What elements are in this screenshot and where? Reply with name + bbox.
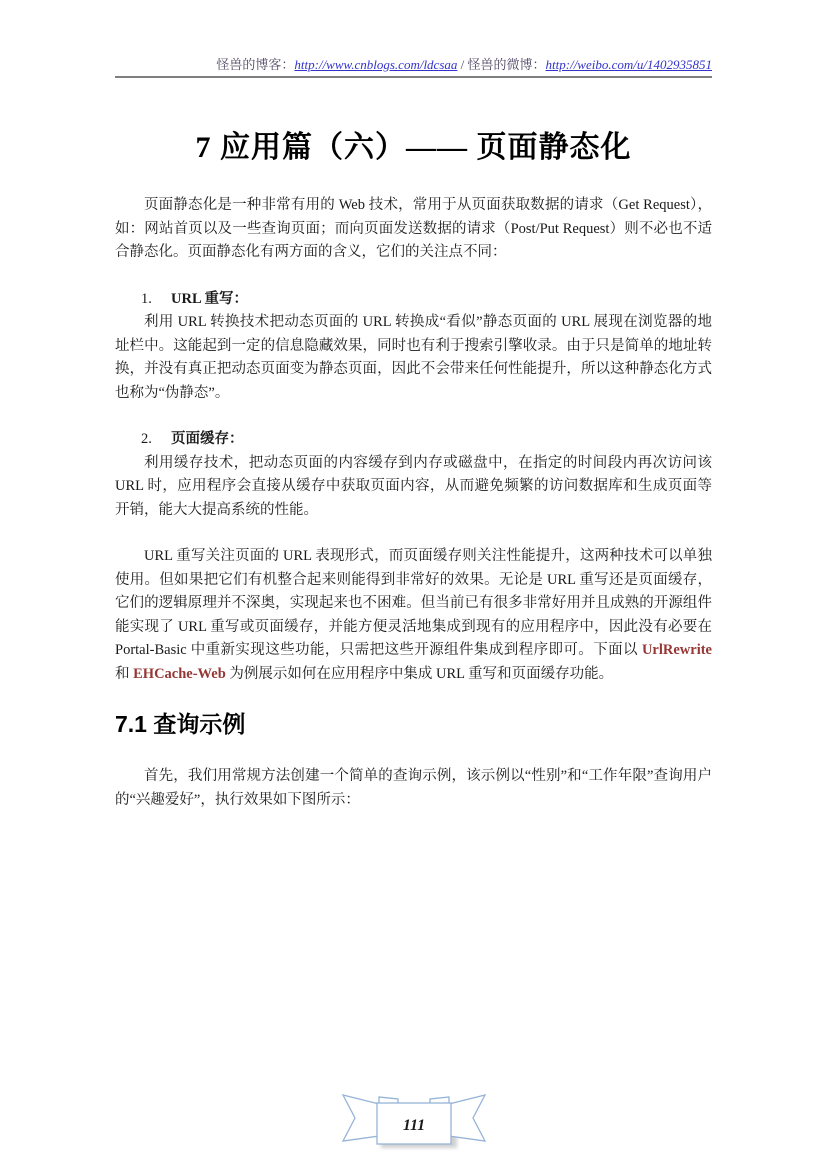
integration-text-before: URL 重写关注页面的 URL 表现形式，而页面缓存则关注性能提升，这两种技术可以单独使用。但如果把它们有机整合起来则能得到非常好的效果。无论是 URL 重写还是页面缓存，它们的逻辑原理并不深奥，实现起来也不困难。但当前已有很多非常好用并且成熟的开源组件能实现了 URL 重写或页面缓存，并能方便灵活地集成到现有的应用程序中，因此没有必要在 Portal-Basic 中重新实现这些功能，只需把这些开源组件集成到程序即可。下面以 <box>115 548 712 658</box>
weibo-link[interactable]: http://weibo.com/u/1402935851 <box>545 57 712 72</box>
intro-paragraph: 页面静态化是一种非常有用的 Web 技术，常用于从页面获取数据的请求（Get Request），如：网站首页以及一些查询页面；而向页面发送数据的请求（Post/Put Request）则不必也不适合静态化。页面静态化有两方面的含义，它们的关注点不同： <box>115 197 712 260</box>
ribbon-left-tail <box>343 1095 379 1141</box>
page-header <box>115 0 712 73</box>
header-separator: / <box>457 57 468 72</box>
list-label: URL 重写： <box>171 290 248 307</box>
weibo-label: 怪兽的微博： <box>467 57 546 72</box>
list-item-page-cache-head <box>115 428 712 452</box>
page-footer <box>0 1091 827 1153</box>
blog-link[interactable]: http://www.cnblogs.com/ldcsaa <box>294 57 458 72</box>
list-number: 2. <box>141 431 152 447</box>
page-number: 111 <box>402 1117 425 1134</box>
integration-paragraph <box>115 545 712 686</box>
component-ehcache-web: EHCache-Web <box>133 665 226 682</box>
list-item-url-rewrite-head <box>115 288 712 312</box>
blog-label: 怪兽的博客： <box>216 57 295 72</box>
header-rule <box>115 76 712 78</box>
chapter-title: 7 应用篇（六）—— 页面静态化 <box>195 131 632 164</box>
ribbon-right-tail <box>449 1095 485 1141</box>
component-urlrewrite: UrlRewrite <box>641 642 712 658</box>
list-number: 1. <box>141 290 152 307</box>
list-item-url-rewrite-body: 利用 URL 转换技术把动态页面的 URL 转换成“看似”静态页面的 URL 展现在浏览器的地址栏中。这能起到一定的信息隐藏效果，同时也有利于搜索引擎收录。由于只是简单的地址转换，并没有真正把动态页面变为静态页面，因此不会带来任何性能提升，所以这种静态化方式也称为“伪静态”。 <box>115 314 712 401</box>
document-body <box>115 194 712 812</box>
query-example-paragraph: 首先，我们用常规方法创建一个简单的查询示例，该示例以“性别”和“工作年限”查询用户的“兴趣爱好”，执行效果如下图所示： <box>115 768 712 808</box>
integration-text-after: 为例展示如何在应用程序中集成 URL 重写和页面缓存功能。 <box>225 665 614 682</box>
integration-text-mid: 和 <box>115 665 134 682</box>
list-item-page-cache-body: 利用缓存技术，把动态页面的内容缓存到内存或磁盘中，在指定的时间段内再次访问该 URL 时，应用程序会直接从缓存中获取页面内容，从而避免频繁的访问数据库和生成页面等开销，能大大提高系统的性能。 <box>115 454 712 518</box>
page-number-ribbon <box>339 1091 489 1153</box>
list-label: 页面缓存： <box>171 431 244 447</box>
section-heading-7-1: 7.1 查询示例 <box>115 711 246 737</box>
